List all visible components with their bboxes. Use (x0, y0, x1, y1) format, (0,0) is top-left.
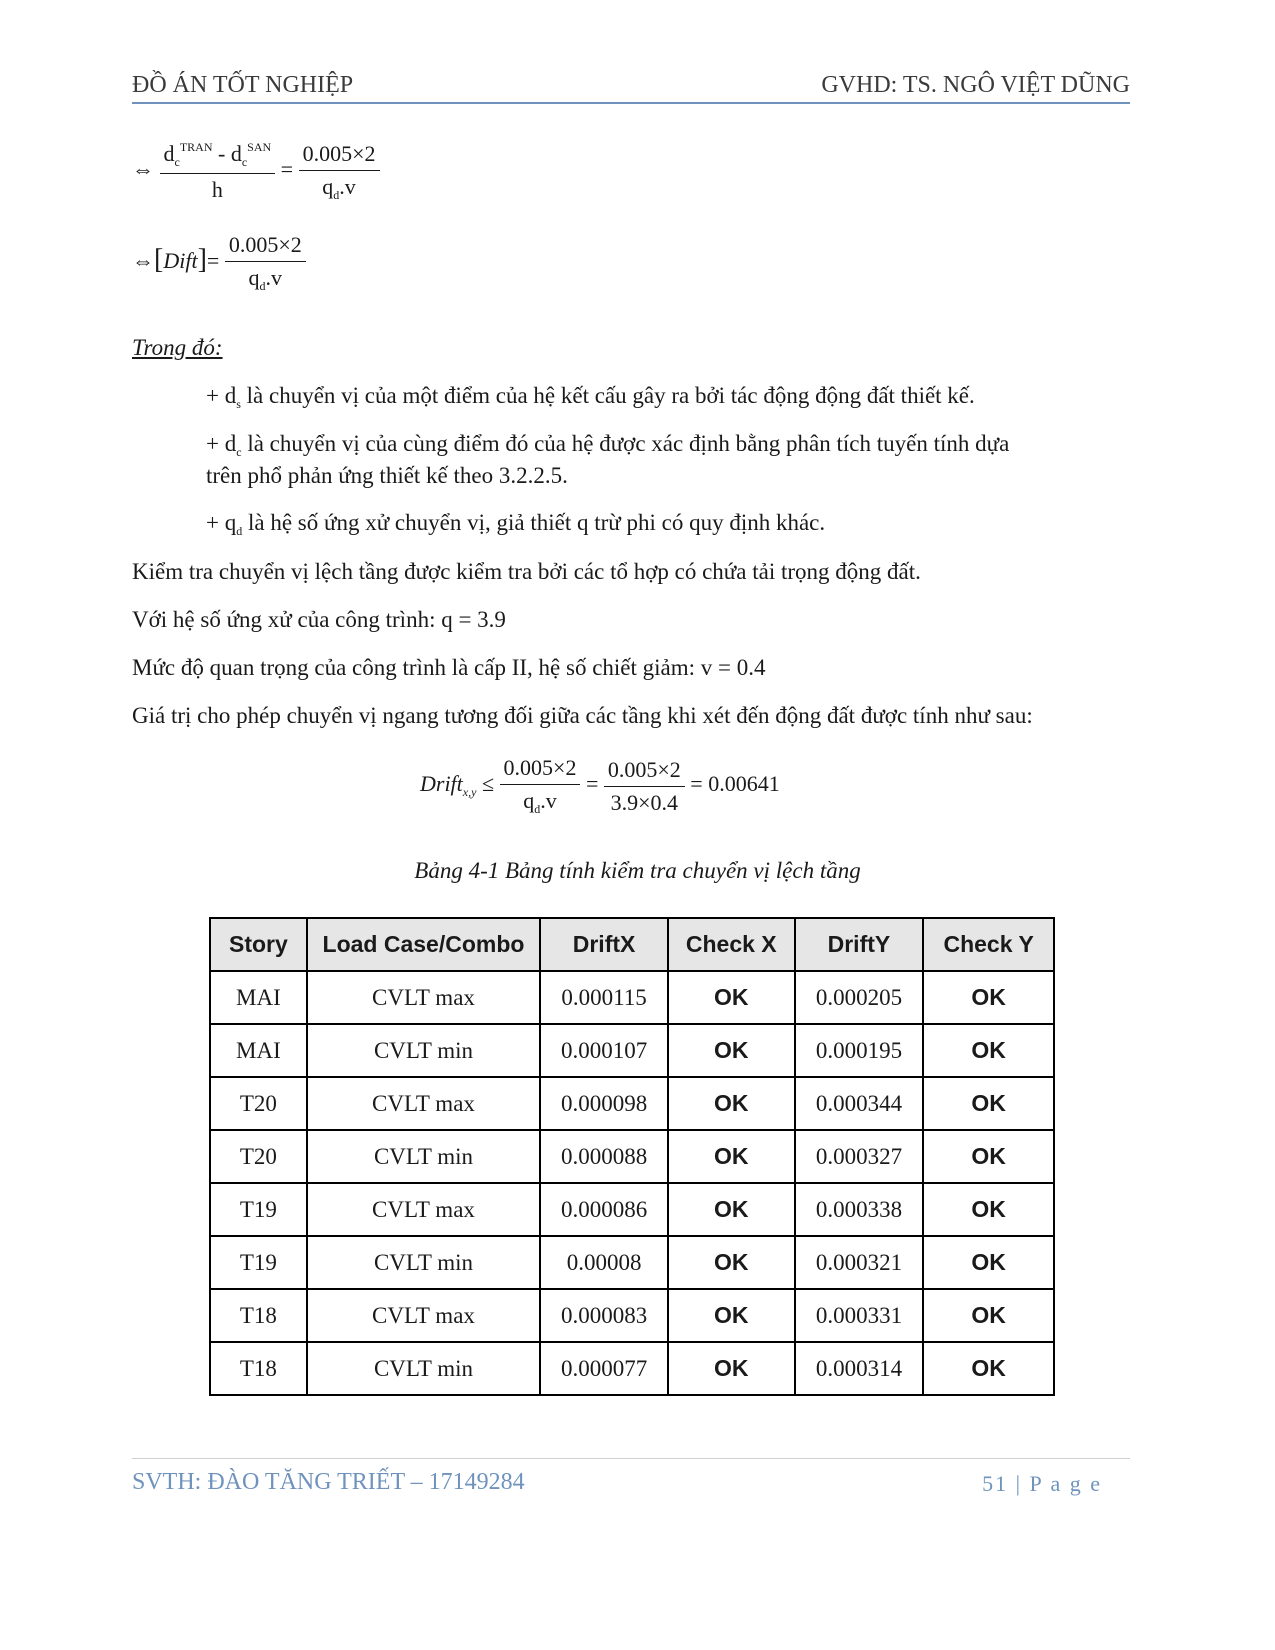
drift-result: = 0.00641 (690, 771, 780, 797)
column-header: Story (210, 918, 307, 971)
cell-drift-x: 0.000077 (540, 1342, 668, 1395)
bullet-dc: + $d_c$ là chuyển vị của cùng điểm đó của hệ được xác định bằng phân tích tuyến tính dựa (206, 431, 1010, 459)
header-advisor: GVHD: TS. NGÔ VIỆT DŨNG (821, 72, 1130, 98)
cell-story: T19 (210, 1236, 307, 1289)
page-number: 51 | P a g e (982, 1471, 1102, 1496)
cell-story: MAI (210, 971, 307, 1024)
fraction-displacement (160, 140, 276, 203)
cell-combo: CVLT max (307, 1077, 540, 1130)
cell-drift-y: 0.000195 (795, 1024, 924, 1077)
cell-drift-x: 0.000083 (540, 1289, 668, 1342)
bullet-dc-cont: trên phổ phản ứng thiết kế theo 3.2.2.5. (206, 463, 568, 488)
column-header: DriftY (795, 918, 924, 971)
cell-check-y: OK (923, 1289, 1054, 1342)
cell-story: T19 (210, 1183, 307, 1236)
paragraph-limit: Giá trị cho phép chuyển vị ngang tương đối giữa các tầng khi xét đến động đất được tính như sau: (132, 703, 1033, 728)
paragraph-q: Với hệ số ứng xử của công trình: q = 3.9 (132, 607, 506, 632)
cell-check-x: OK (668, 1130, 795, 1183)
cell-story: MAI (210, 1024, 307, 1077)
cell-check-x: OK (668, 1024, 795, 1077)
cell-check-x: OK (668, 1289, 795, 1342)
bullet-qd: + $q_d$ là hệ số ứng xử chuyển vị, giả thiết q trừ phi có quy định khác. (206, 510, 826, 538)
table-row (210, 1024, 1054, 1077)
fraction-numerator: $d_c^{TRAN} - d_c^{SAN}$ (160, 140, 276, 174)
cell-drift-x: 0.000107 (540, 1024, 668, 1077)
column-header: Check X (668, 918, 795, 971)
cell-story: T18 (210, 1289, 307, 1342)
cell-drift-x: 0.000088 (540, 1130, 668, 1183)
where-label: Trong đó: (132, 335, 223, 360)
table-row (210, 1183, 1054, 1236)
cell-check-x: OK (668, 1236, 795, 1289)
cell-check-y: OK (923, 971, 1054, 1024)
fraction-limit: $\frac{0.005\times 2}{q_d.v}$ (225, 232, 306, 294)
equals-sign: = (280, 156, 294, 182)
cell-check-y: OK (923, 1183, 1054, 1236)
cell-drift-x: 0.00008 (540, 1236, 668, 1289)
drift-table (209, 917, 1055, 1396)
cell-check-x: OK (668, 1183, 795, 1236)
header-title: ĐỒ ÁN TỐT NGHIỆP (132, 72, 354, 98)
cell-check-x: OK (668, 1077, 795, 1130)
equiv-arrow: ⇔ (132, 156, 154, 182)
cell-combo: CVLT min (307, 1236, 540, 1289)
cell-check-x: OK (668, 971, 795, 1024)
drift-symbol: Dift (163, 248, 198, 274)
table-row (210, 1130, 1054, 1183)
cell-drift-y: 0.000314 (795, 1342, 924, 1395)
cell-check-y: OK (923, 1024, 1054, 1077)
cell-drift-x: 0.000115 (540, 971, 668, 1024)
cell-drift-y: 0.000338 (795, 1183, 924, 1236)
cell-drift-y: 0.000327 (795, 1130, 924, 1183)
column-header: Check Y (923, 918, 1054, 971)
cell-combo: CVLT max (307, 1183, 540, 1236)
cell-story: T20 (210, 1130, 307, 1183)
cell-drift-x: 0.000086 (540, 1183, 668, 1236)
cell-combo: CVLT min (307, 1024, 540, 1077)
page-header (132, 72, 1130, 104)
cell-check-y: OK (923, 1342, 1054, 1395)
table-header-row (210, 918, 1054, 971)
equation-2: ⇔[Dift]= $\frac{0.005\times 2}{q_d.v}$ (132, 232, 306, 294)
paragraph-v: Mức độ quan trọng của công trình là cấp II, hệ số chiết giảm: v = 0.4 (132, 655, 766, 680)
cell-drift-y: 0.000321 (795, 1236, 924, 1289)
column-header: Load Case/Combo (307, 918, 540, 971)
cell-drift-x: 0.000098 (540, 1077, 668, 1130)
cell-story: T18 (210, 1342, 307, 1395)
bullet-ds: + $d_s$ là chuyển vị của một điểm của hệ kết cấu gây ra bởi tác động động đất thiết kế. (206, 383, 975, 411)
cell-drift-y: 0.000344 (795, 1077, 924, 1130)
equation-1 (132, 140, 380, 203)
page-footer (132, 1458, 1130, 1496)
cell-story: T20 (210, 1077, 307, 1130)
table-row (210, 1236, 1054, 1289)
cell-combo: CVLT min (307, 1130, 540, 1183)
fraction-general: $\frac{0.005\times 2}{q_d.v}$ (500, 755, 581, 817)
cell-drift-y: 0.000205 (795, 971, 924, 1024)
table-row (210, 1289, 1054, 1342)
fraction-numeric: $\frac{0.005\times 2}{3.9\times 0.4}$ (604, 757, 685, 816)
fraction-limit: $\frac{0.005\times 2}{q_d.v}$ (299, 141, 380, 203)
fraction-denominator: h (211, 177, 223, 202)
equation-drift-limit: Drift$_{x,y}$ ≤ $\frac{0.005\times 2}{q_d.v}$ = $\frac{0.005\times 2}{3.9\times 0.4}$ = 0.00641 (420, 755, 780, 816)
cell-drift-y: 0.000331 (795, 1289, 924, 1342)
column-header: DriftX (540, 918, 668, 971)
cell-check-x: OK (668, 1342, 795, 1395)
footer-student: SVTH: ĐÀO TĂNG TRIẾT – 17149284 (132, 1469, 525, 1495)
cell-combo: CVLT max (307, 1289, 540, 1342)
equiv-arrow: ⇔ (132, 248, 154, 274)
cell-check-y: OK (923, 1130, 1054, 1183)
cell-combo: CVLT min (307, 1342, 540, 1395)
table-row (210, 971, 1054, 1024)
table-row (210, 1077, 1054, 1130)
table-caption: Bảng 4-1 Bảng tính kiểm tra chuyển vị lệch tầng (414, 858, 861, 883)
table-row (210, 1342, 1054, 1395)
paragraph-check: Kiểm tra chuyển vị lệch tầng được kiểm tra bởi các tổ hợp có chứa tải trọng động đất. (132, 559, 921, 584)
cell-combo: CVLT max (307, 971, 540, 1024)
cell-check-y: OK (923, 1236, 1054, 1289)
cell-check-y: OK (923, 1077, 1054, 1130)
